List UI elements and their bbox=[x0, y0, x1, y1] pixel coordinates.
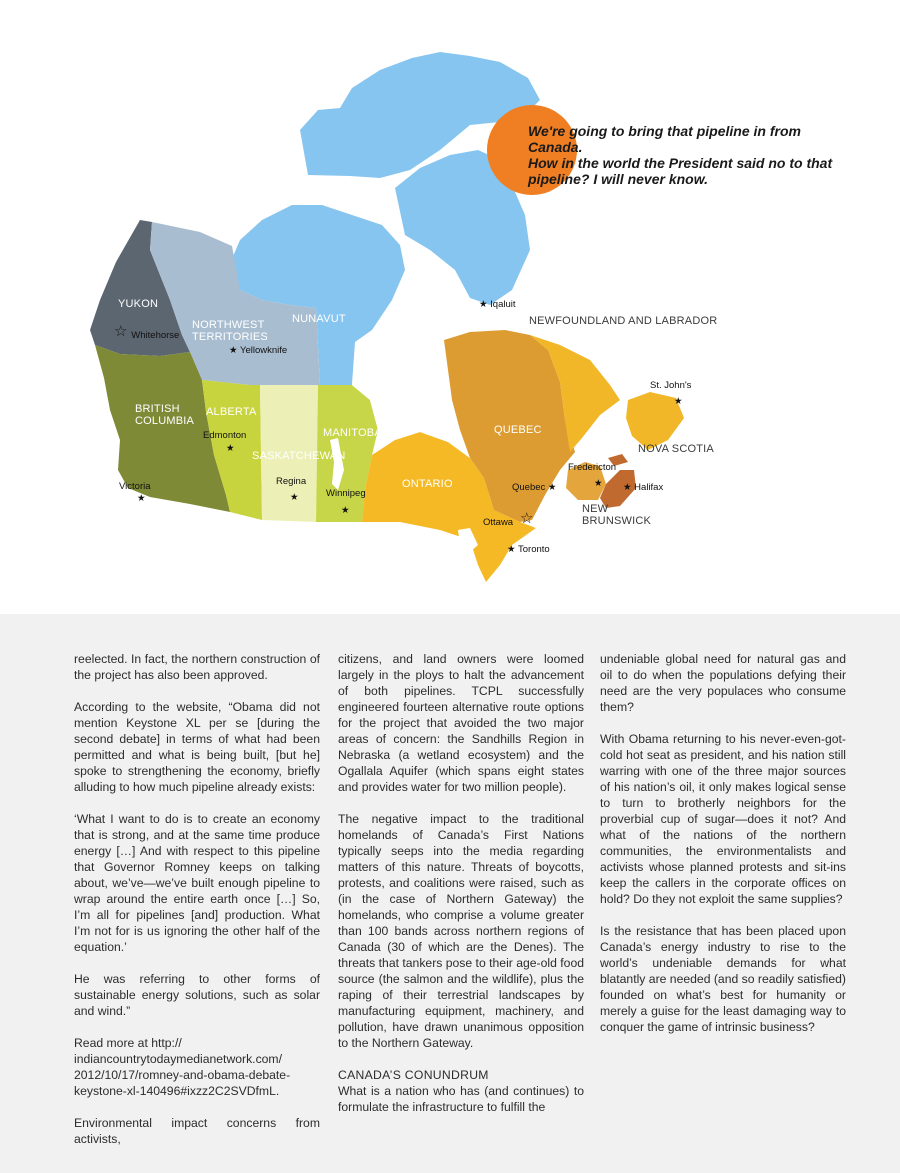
label-newfoundland: NEWFOUNDLAND AND LABRADOR bbox=[529, 315, 718, 327]
city-name: Ottawa bbox=[483, 517, 514, 528]
label-saskatchewan: SASKATCHEWAN bbox=[252, 450, 346, 462]
star-icon: ★ bbox=[594, 478, 603, 489]
city-whitehorse bbox=[126, 330, 179, 342]
paragraph: According to the website, “Obama did not mention Keystone XL per se [during the second debate] in terms of what had been permitted and what is being built, [but he] spoke to strengthening the economy, briefly alluding to how much pipeline already exists: bbox=[74, 700, 320, 794]
star-icon: ★ bbox=[137, 493, 146, 504]
star-icon: ★ bbox=[479, 299, 488, 310]
capital-star-icon: ☆ bbox=[520, 510, 534, 527]
article-column-3 bbox=[600, 651, 846, 1051]
paragraph: What is a nation who has (and continues) to formulate the infrastructure to fulfill the bbox=[338, 1084, 584, 1114]
city-edmonton bbox=[203, 430, 246, 442]
city-ottawa bbox=[483, 517, 513, 529]
city-name: Regina bbox=[276, 476, 307, 487]
city-quebec bbox=[512, 482, 556, 494]
star-icon: ★ bbox=[674, 396, 683, 407]
paragraph: He was referring to other forms of sustainable energy solutions, such as solar and wind.” bbox=[74, 972, 320, 1018]
city-st-johns bbox=[650, 380, 691, 392]
label-new-brunswick: NEW BRUNSWICK bbox=[582, 503, 652, 527]
paragraph: With Obama returning to his never-even-got-cold hot seat as president, and his nation still warring with one of the three major sources of his nation’s oil, it only makes logical sense to turn to brotherly neighbors for the proverbial cup of sugar—does it not? And what of the nations of the northern communities, the environmentalists and activists whose planned protests and sit-ins keep the callers in the corporate offices on hold? Do they not exploit the same supplies? bbox=[600, 732, 846, 906]
city-name: Winnipeg bbox=[326, 488, 366, 499]
city-victoria bbox=[119, 481, 151, 493]
article-column-2 bbox=[338, 651, 584, 1115]
star-icon: ★ bbox=[507, 544, 516, 555]
star-icon: ★ bbox=[623, 482, 632, 493]
paragraph: undeniable global need for natural gas and oil to do when the populations defying their need are the very populaces who consume them? bbox=[600, 652, 846, 714]
city-name: Iqaluit bbox=[490, 299, 516, 310]
city-name: Yellowknife bbox=[240, 345, 288, 356]
label-alberta: ALBERTA bbox=[206, 406, 257, 418]
star-icon: ★ bbox=[229, 345, 238, 356]
pull-quote: We're going to bring that pipeline in from Canada. How in the world the President said no to that pipeline? I will never know. bbox=[528, 123, 833, 187]
label-nova-scotia: NOVA SCOTIA bbox=[638, 443, 714, 455]
capital-star-icon: ☆ bbox=[114, 323, 128, 340]
label-ontario: ONTARIO bbox=[402, 478, 453, 490]
city-name: Fredericton bbox=[568, 462, 617, 473]
paragraph: The negative impact to the traditional homelands of Canada’s First Nations typically seeps into the media regarding matters of this nature. Threats of boycotts, protests, and coalitions were raised, such as (in the case of Northern Gateway) the homelands, who comprise a volume greater than 100 bands across northern regions of Canada (30 of which are the Denes). The threats that tankers pose to their age-old food source (the salmon and the wildlife), plus the raping of their terrestrial landscapes by manufacturing equipment, machinery, and pollution, have drawn unanimous opposition to the Northern Gateway. bbox=[338, 812, 584, 1050]
article-column-1 bbox=[74, 651, 320, 1147]
city-name: Toronto bbox=[518, 544, 550, 555]
label-quebec: QUEBEC bbox=[494, 424, 542, 436]
section-heading: CANADA’S CONUNDRUM bbox=[338, 1068, 489, 1082]
paragraph: ‘What I want to do is to create an economy that is strong, and at the same time produce energy […] And with respect to this pipeline that Governor Romney keeps on talking about, we’ve—we’ve built enough pipeline to wrap around the entire earth once […] So, I’m all for pipelines [and] production. What I’m not for is us ignoring the other half of the equation.’ bbox=[74, 812, 320, 954]
city-toronto bbox=[507, 544, 550, 556]
city-winnipeg bbox=[326, 488, 366, 500]
city-yellowknife bbox=[229, 345, 287, 357]
label-yukon: YUKON bbox=[118, 298, 159, 310]
star-icon: ★ bbox=[341, 505, 350, 516]
label-manitoba: MANITOBA bbox=[323, 427, 382, 439]
star-icon: ★ bbox=[226, 443, 235, 454]
paragraph: Is the resistance that has been placed upon Canada’s energy industry to rise to the world’s undeniable demands for what blatantly are needed (and so readily satisfied) founded on what’s best for humanity or merely a guise for the least damaging way to conquer the game of intrinsic business? bbox=[600, 924, 846, 1034]
star-icon: ★ bbox=[547, 482, 557, 493]
star-icon: ★ bbox=[290, 492, 299, 503]
city-name: Whitehorse bbox=[131, 330, 180, 341]
city-iqaluit bbox=[479, 299, 516, 311]
city-name: Quebec bbox=[512, 482, 546, 493]
paragraph: Environmental impact concerns from activists, bbox=[74, 1116, 320, 1146]
city-fredericton bbox=[568, 462, 616, 474]
paragraph: citizens, and land owners were loomed largely in the ploys to halt the advancement of both pipelines. TCPL successfully engineered fourteen alternative route options for the project that avoided the two major areas of concern: the Sandhills Region in Nebraska (a wetland ecosystem) and the Ogallala Aquifer (which spans eight states and provides water for two million people). bbox=[338, 652, 584, 794]
paragraph: reelected. In fact, the northern construction of the project has also been approved. bbox=[74, 652, 320, 682]
city-name: Victoria bbox=[119, 481, 151, 492]
city-halifax bbox=[623, 482, 663, 494]
label-bc: BRITISH COLUMBIA bbox=[135, 403, 195, 427]
label-nwt: NORTHWEST TERRITORIES bbox=[192, 319, 268, 343]
city-name: Halifax bbox=[634, 482, 664, 493]
city-name: Edmonton bbox=[203, 430, 247, 441]
city-regina bbox=[276, 476, 306, 488]
source-link[interactable]: Read more at http:// indiancountrytodaymedianetwork.com/ 2012/10/17/romney-and-obama-debate-keystone-xl-140496#ixzz2C2SVDfmL. bbox=[74, 1036, 291, 1098]
city-name: St. John's bbox=[650, 380, 692, 391]
label-nunavut: NUNAVUT bbox=[292, 313, 346, 325]
